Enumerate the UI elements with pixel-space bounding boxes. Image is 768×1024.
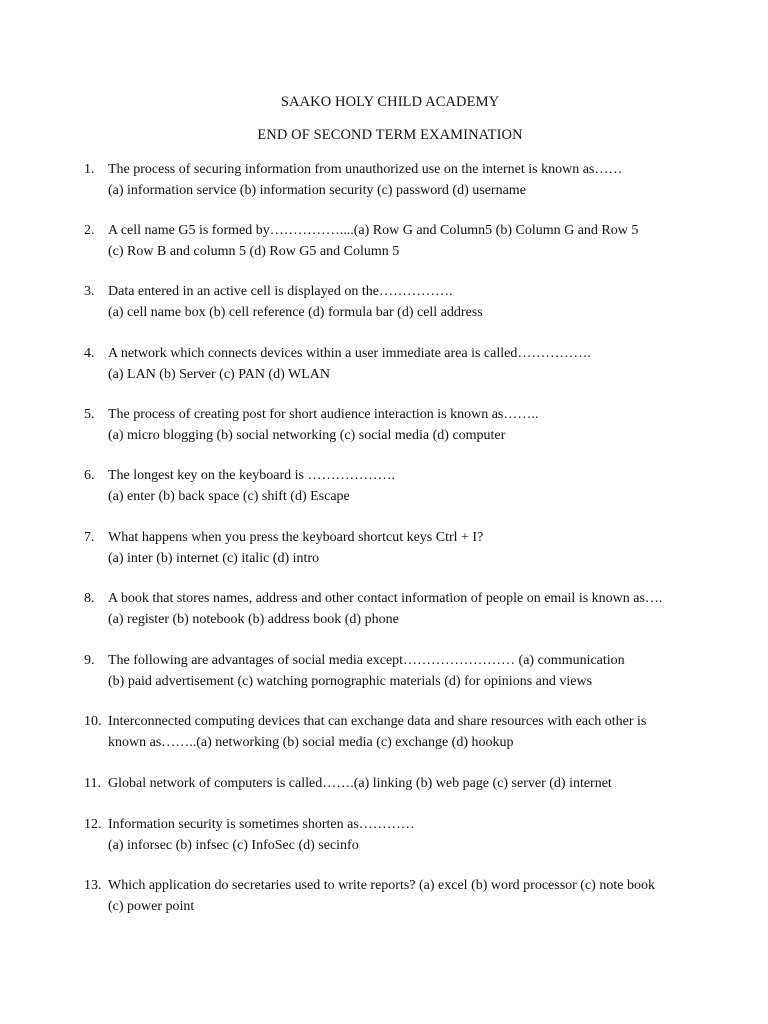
question-text: What happens when you press the keyboard shortcut keys Ctrl + I? bbox=[108, 530, 484, 545]
question-text: The process of securing information from unauthorized use on the internet is known as…… bbox=[108, 162, 623, 177]
question-options: (a) cell name box (b) cell reference (d) formula bar (d) cell address bbox=[108, 305, 483, 320]
exam-title: END OF SECOND TERM EXAMINATION bbox=[257, 127, 523, 143]
question-number: 4. bbox=[84, 346, 95, 361]
question-number: 12. bbox=[84, 817, 102, 832]
question-options: (a) enter (b) back space (c) shift (d) Escape bbox=[108, 489, 350, 504]
question-options: (a) information service (b) information security (c) password (d) username bbox=[108, 183, 526, 198]
question-text: Interconnected computing devices that can exchange data and share resources with each other is bbox=[108, 714, 647, 729]
question-text: A cell name G5 is formed by……………....(a) Row G and Column5 (b) Column G and Row 5 bbox=[108, 223, 639, 238]
school-name: SAAKO HOLY CHILD ACADEMY bbox=[280, 94, 500, 110]
question-number: 6. bbox=[84, 468, 95, 483]
question-number: 13. bbox=[84, 878, 102, 893]
question-text: Data entered in an active cell is displayed on the……………. bbox=[108, 284, 453, 299]
question-number: 1. bbox=[84, 162, 95, 177]
question-text: The process of creating post for short audience interaction is known as…….. bbox=[108, 407, 539, 422]
question-text: A network which connects devices within a user immediate area is called……………. bbox=[108, 346, 591, 361]
question-text: Which application do secretaries used to write reports? (a) excel (b) word processor (c) note book bbox=[108, 878, 655, 893]
question-number: 8. bbox=[84, 591, 95, 606]
question-number: 2. bbox=[84, 223, 95, 238]
question-number: 3. bbox=[84, 284, 95, 299]
question-number: 5. bbox=[84, 407, 95, 422]
question-options: (a) inforsec (b) infsec (c) InfoSec (d) secinfo bbox=[108, 838, 359, 853]
question-text: A book that stores names, address and other contact information of people on email is known as…. bbox=[108, 591, 663, 606]
question-options: known as……..(a) networking (b) social media (c) exchange (d) hookup bbox=[108, 735, 514, 750]
question-options: (a) micro blogging (b) social networking (c) social media (d) computer bbox=[108, 428, 506, 443]
question-number: 7. bbox=[84, 530, 95, 545]
question-options: (a) LAN (b) Server (c) PAN (d) WLAN bbox=[108, 367, 330, 382]
question-options: (c) Row B and column 5 (d) Row G5 and Column 5 bbox=[108, 244, 400, 259]
question-number: 11. bbox=[84, 776, 101, 791]
question-number: 10. bbox=[84, 714, 102, 729]
question-options: (c) power point bbox=[108, 899, 195, 914]
question-options: (a) inter (b) internet (c) italic (d) intro bbox=[108, 551, 320, 566]
question-number: 9. bbox=[84, 653, 95, 668]
question-text: The following are advantages of social media except…………………… (a) communication bbox=[108, 653, 625, 668]
question-text: Information security is sometimes shorten as………… bbox=[108, 817, 415, 832]
question-text: Global network of computers is called…….(a) linking (b) web page (c) server (d) internet bbox=[108, 776, 612, 791]
question-options: (b) paid advertisement (c) watching pornographic materials (d) for opinions and views bbox=[108, 674, 593, 689]
question-text: The longest key on the keyboard is ………………. bbox=[108, 468, 395, 483]
question-options: (a) register (b) notebook (b) address book (d) phone bbox=[108, 612, 399, 627]
